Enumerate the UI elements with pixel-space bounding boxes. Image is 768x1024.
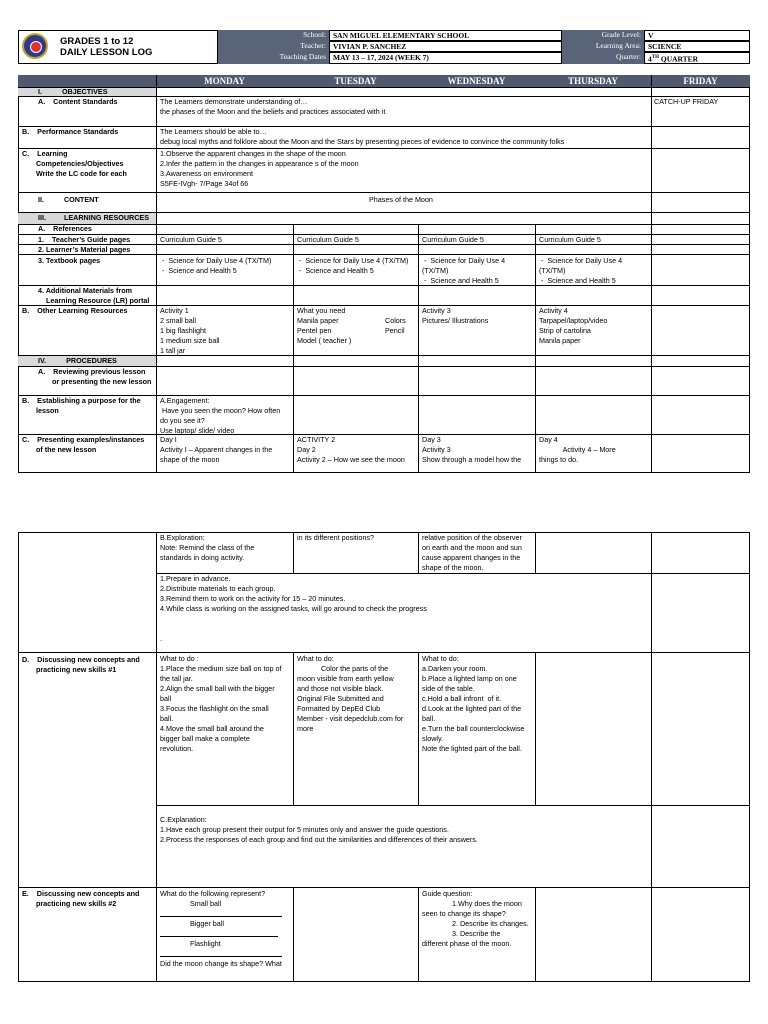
presenting-label-1: C. Presenting examples/instances (22, 435, 145, 444)
discussing-2-label-1: E. Discussing new concepts and (22, 889, 140, 898)
competencies-label-2: Competencies/Objectives (22, 159, 124, 168)
teacher-value: VIVIAN P. SANCHEZ (329, 41, 562, 52)
competencies-label-3: Write the LC code for each (22, 169, 127, 178)
discussing-1-label-2: practicing new skills #1 (22, 665, 117, 674)
quarter-num: 4 (648, 54, 652, 64)
e-wednesday-6: different phase of the moon. (422, 939, 512, 948)
tb-wednesday-1: - Science for Daily Use 4 (422, 256, 506, 265)
discussing-2-label-2: practicing new skills #2 (22, 899, 117, 908)
d-wednesday-10: Note the lighted part of the ball. (422, 744, 522, 753)
day-header-thursday: THURSDAY (535, 75, 651, 87)
other-thursday-2: Tarpapel/laptop/video (539, 316, 608, 325)
present-tuesday-2: Day 2 (297, 445, 316, 454)
e-blank-line-1 (160, 916, 282, 917)
tg-wednesday: Curriculum Guide 5 (422, 235, 484, 244)
e-wednesday-1: Guide question: (422, 889, 473, 898)
other-tuesday-4: Model ( teacher ) (297, 336, 352, 345)
purpose-1: A.Engagement: (160, 396, 210, 405)
content-standards-line1: The Learners demonstrate understanding of… (160, 97, 308, 106)
objectives-heading: I. OBJECTIVES (38, 87, 108, 96)
tg-monday: Curriculum Guide 5 (160, 235, 222, 244)
present-thursday-2: Activity 4 – More (539, 445, 616, 454)
e-blank-line-3 (160, 956, 282, 957)
e-wednesday-4: 2. Describe its changes. (452, 919, 529, 928)
d-tuesday-8: more (297, 724, 314, 733)
school-value: SAN MIGUEL ELEMENTARY SCHOOL (329, 30, 562, 41)
d-tuesday-5: Original File Submitted and (297, 694, 384, 703)
e-monday-5: Did the moon change its shape? What (160, 959, 282, 968)
title-dll: DAILY LESSON LOG (60, 47, 153, 58)
present-tuesday-3: Activity 2 – How we see the moon (297, 455, 405, 464)
present-thursday-1: Day 4 (539, 435, 558, 444)
present-wednesday-3: Show through a model how the (422, 455, 522, 464)
reviewing-label-1: A. Reviewing previous lesson (38, 367, 146, 376)
prep-4: 4.While class is working on the assigned tasks, will go around to check the progress (160, 604, 427, 613)
competency-2: 2.Infer the pattern in the changes in appearance s of the moon (160, 159, 359, 168)
textbook-label: 3. Textbook pages (38, 256, 101, 265)
d-monday-10: revolution. (160, 744, 194, 753)
d-monday-6: 3.Focus the flashlight on the small (160, 704, 269, 713)
other-monday-1: Activity 1 (160, 306, 189, 315)
d-monday-7: ball. (160, 714, 174, 723)
additional-materials-label-1: 4. Additional Materials from (38, 286, 132, 295)
purpose-4: Use laptop/ slide/ video (160, 426, 235, 435)
other-thursday-3: Strip of cartolina (539, 326, 591, 335)
e-wednesday-2: 1.Why does the moon (452, 899, 522, 908)
present-monday-1: Day I (160, 435, 177, 444)
lesson-table-page2 (18, 532, 750, 982)
d-wednesday-2: a.Darken your room. (422, 664, 488, 673)
d-wednesday-7: ball. (422, 714, 436, 723)
other-tuesday-2b: Colors (385, 316, 406, 325)
quarter-text: QUARTER (658, 54, 699, 64)
purpose-3: do you see it? (160, 416, 205, 425)
performance-line2: debug local myths and folklore about the Moon and the Stars by presenting pieces of evidence to convince the community folks (160, 137, 565, 146)
e-wednesday-3: seen to change its shape? (422, 909, 506, 918)
other-monday-4: 1 medium size ball (160, 336, 220, 345)
other-resources-label: B. Other Learning Resources (22, 306, 128, 315)
d-monday-9: bigger ball make a complete (160, 734, 250, 743)
exploration-tuesday: in its different positions? (297, 533, 374, 542)
learners-material-label: 2. Learner’s Material pages (38, 245, 131, 254)
e-monday-3: Bigger ball (190, 919, 224, 928)
presenting-label-2: of the new lesson (22, 445, 97, 454)
tb-thursday-3: - Science and Health 5 (539, 276, 616, 285)
deped-seal-icon (22, 33, 48, 59)
explanation-1: C.Explanation: (160, 815, 207, 824)
e-blank-line-2 (160, 936, 278, 937)
area-label: Learning Area: (562, 41, 644, 52)
exploration-3: standards in doing activity. (160, 553, 245, 562)
d-wednesday-1: What to do: (422, 654, 459, 663)
present-monday-3: shape of the moon (160, 455, 220, 464)
e-monday-4: Flashlight (190, 939, 221, 948)
quarter-sup: TH (651, 55, 659, 60)
other-tuesday-2: Manila paper (297, 316, 339, 325)
d-tuesday-6: Formatted by DepEd Club (297, 704, 381, 713)
d-tuesday-2: Color the parts of the (297, 664, 389, 673)
learning-resources-heading: III. LEARNING RESOURCES (38, 213, 150, 222)
day-header-tuesday: TUESDAY (293, 75, 418, 87)
d-monday-5: ball (160, 694, 172, 703)
present-tuesday-1: ACTIVITY 2 (297, 435, 336, 444)
purpose-label-1: B. Establishing a purpose for the (22, 396, 141, 405)
discussing-1-label-1: D. Discussing new concepts and (22, 655, 140, 664)
d-monday-1: What to do : (160, 654, 199, 663)
other-thursday-4: Manila paper (539, 336, 581, 345)
grade-label: Grade Level: (562, 30, 644, 41)
performance-line1: The Learners should be able to… (160, 127, 267, 136)
explanation-3: 2.Process the responses of each group and find out the similarities and differences of their answers. (160, 835, 478, 844)
reviewing-label-2: or presenting the new lesson (38, 377, 152, 386)
e-monday-1: What do the following represent? (160, 889, 266, 898)
lesson-table-page1 (18, 75, 750, 473)
e-monday-2: Small ball (190, 899, 222, 908)
d-tuesday-4: and those not visible black. (297, 684, 384, 693)
content-standards-line2: the phases of the Moon and the beliefs and practices associated with it (160, 107, 386, 116)
tb-tuesday-1: - Science for Daily Use 4 (TX/TM) (297, 256, 409, 265)
day-header-blank (18, 75, 156, 87)
teachers-guide-label: 1. Teacher’s Guide pages (38, 235, 131, 244)
dates-label: Teaching Dates (218, 52, 329, 64)
day-header-friday: FRIDAY (651, 75, 750, 87)
d-tuesday-1: What to do: (297, 654, 334, 663)
day-header-monday: MONDAY (156, 75, 293, 87)
other-monday-2: 2 small ball (160, 316, 196, 325)
dates-value: MAY 13 – 17, 2024 (WEEK 7) (329, 52, 562, 64)
additional-materials-label-2: Learning Resource (LR) portal (38, 296, 150, 305)
tb-wednesday-3: - Science and Health 5 (422, 276, 499, 285)
d-wednesday-4: side of the table. (422, 684, 475, 693)
d-wednesday-5: c.Hold a ball infront of it. (422, 694, 502, 703)
performance-standards-label: B. Performance Standards (22, 127, 119, 136)
d-tuesday-7: Member - visit depedclub.com for (297, 714, 404, 723)
tb-thursday-1: - Science for Daily Use 4 (539, 256, 623, 265)
other-thursday-1: Activity 4 (539, 306, 568, 315)
d-wednesday-6: d.Look at the lighted part of the (422, 704, 522, 713)
competency-1: 1.Observe the apparent changes in the shape of the moon (160, 149, 346, 158)
d-wednesday-9: slowly. (422, 734, 444, 743)
present-monday-2: Activity I – Apparent changes in the (160, 445, 273, 454)
purpose-label-2: lesson (22, 406, 59, 415)
content-standards-label: A. Content Standards (38, 97, 118, 106)
quarter-label: Quarter: (562, 52, 644, 64)
tb-monday-2: - Science and Health 5 (160, 266, 237, 275)
d-wednesday-3: b.Place a lighted lamp on one (422, 674, 517, 683)
e-wednesday-5: 3. Describe the (452, 929, 501, 938)
prep-2: 2.Distribute materials to each group. (160, 584, 276, 593)
day-header-wednesday: WEDNESDAY (418, 75, 535, 87)
exploration-wednesday-2: on earth and the moon and sun (422, 543, 522, 552)
competency-code: S5FE-IVgh- 7/Page 34of 66 (160, 179, 249, 188)
area-value: SCIENCE (644, 41, 750, 52)
other-wednesday-2: Pictures/ Illustrations (422, 316, 489, 325)
tb-wednesday-2: (TX/TM) (422, 266, 449, 275)
exploration-1: B.Exploration: (160, 533, 205, 542)
procedures-heading: IV. PROCEDURES (38, 356, 117, 365)
exploration-wednesday-4: shape of the moon. (422, 563, 484, 572)
teacher-label: Teacher: (218, 41, 329, 52)
other-monday-5: 1 tall jar (160, 346, 186, 355)
content-heading: II. CONTENT (38, 195, 99, 204)
d-monday-8: 4.Move the small ball around the (160, 724, 264, 733)
other-tuesday-3: Pentel pen (297, 326, 332, 335)
tg-thursday: Curriculum Guide 5 (539, 235, 601, 244)
quarter-value (644, 52, 750, 64)
exploration-wednesday-1: relative position of the observer (422, 533, 522, 542)
prep-3: 3.Remind them to work on the activity for 15 – 20 minutes. (160, 594, 346, 603)
d-monday-4: 2.Align the small ball with the bigger (160, 684, 275, 693)
grade-value: V (644, 30, 750, 41)
catch-up-friday: CATCH-UP FRIDAY (654, 97, 719, 106)
tb-monday-1: - Science for Daily Use 4 (TX/TM) (160, 256, 272, 265)
other-tuesday-1: What you need (297, 306, 346, 315)
d-monday-2: 1.Place the medium size ball on top of (160, 664, 282, 673)
d-monday-3: the tall jar. (160, 674, 193, 683)
other-tuesday-3b: Pencil (385, 326, 405, 335)
school-label: School: (218, 30, 329, 41)
d-wednesday-8: e.Turn the ball counterclockwise (422, 724, 525, 733)
present-wednesday-2: Activity 3 (422, 445, 451, 454)
d-tuesday-3: moon visible from earth yellow (297, 674, 394, 683)
prep-dot: . (160, 634, 162, 643)
other-wednesday-1: Activity 3 (422, 306, 451, 315)
other-monday-3: 1 big flashlight (160, 326, 206, 335)
competencies-label-1: C. Learning (22, 149, 68, 158)
exploration-2: Note: Remind the class of the (160, 543, 255, 552)
title-grades: GRADES 1 to 12 (60, 36, 134, 47)
prep-1: 1.Prepare in advance. (160, 574, 231, 583)
present-wednesday-1: Day 3 (422, 435, 441, 444)
tb-tuesday-2: - Science and Health 5 (297, 266, 374, 275)
competency-3: 3.Awareness on environment (160, 169, 253, 178)
references-label: A. References (38, 224, 92, 233)
tg-tuesday: Curriculum Guide 5 (297, 235, 359, 244)
explanation-2: 1.Have each group present their output for 5 minutes only and answer the guide questions. (160, 825, 449, 834)
purpose-2: Have you seen the moon? How often (160, 406, 281, 415)
present-thursday-3: things to do. (539, 455, 579, 464)
tb-thursday-2: (TX/TM) (539, 266, 566, 275)
content-value: Phases of the Moon (369, 195, 433, 204)
exploration-wednesday-3: cause apparent changes in the (422, 553, 521, 562)
